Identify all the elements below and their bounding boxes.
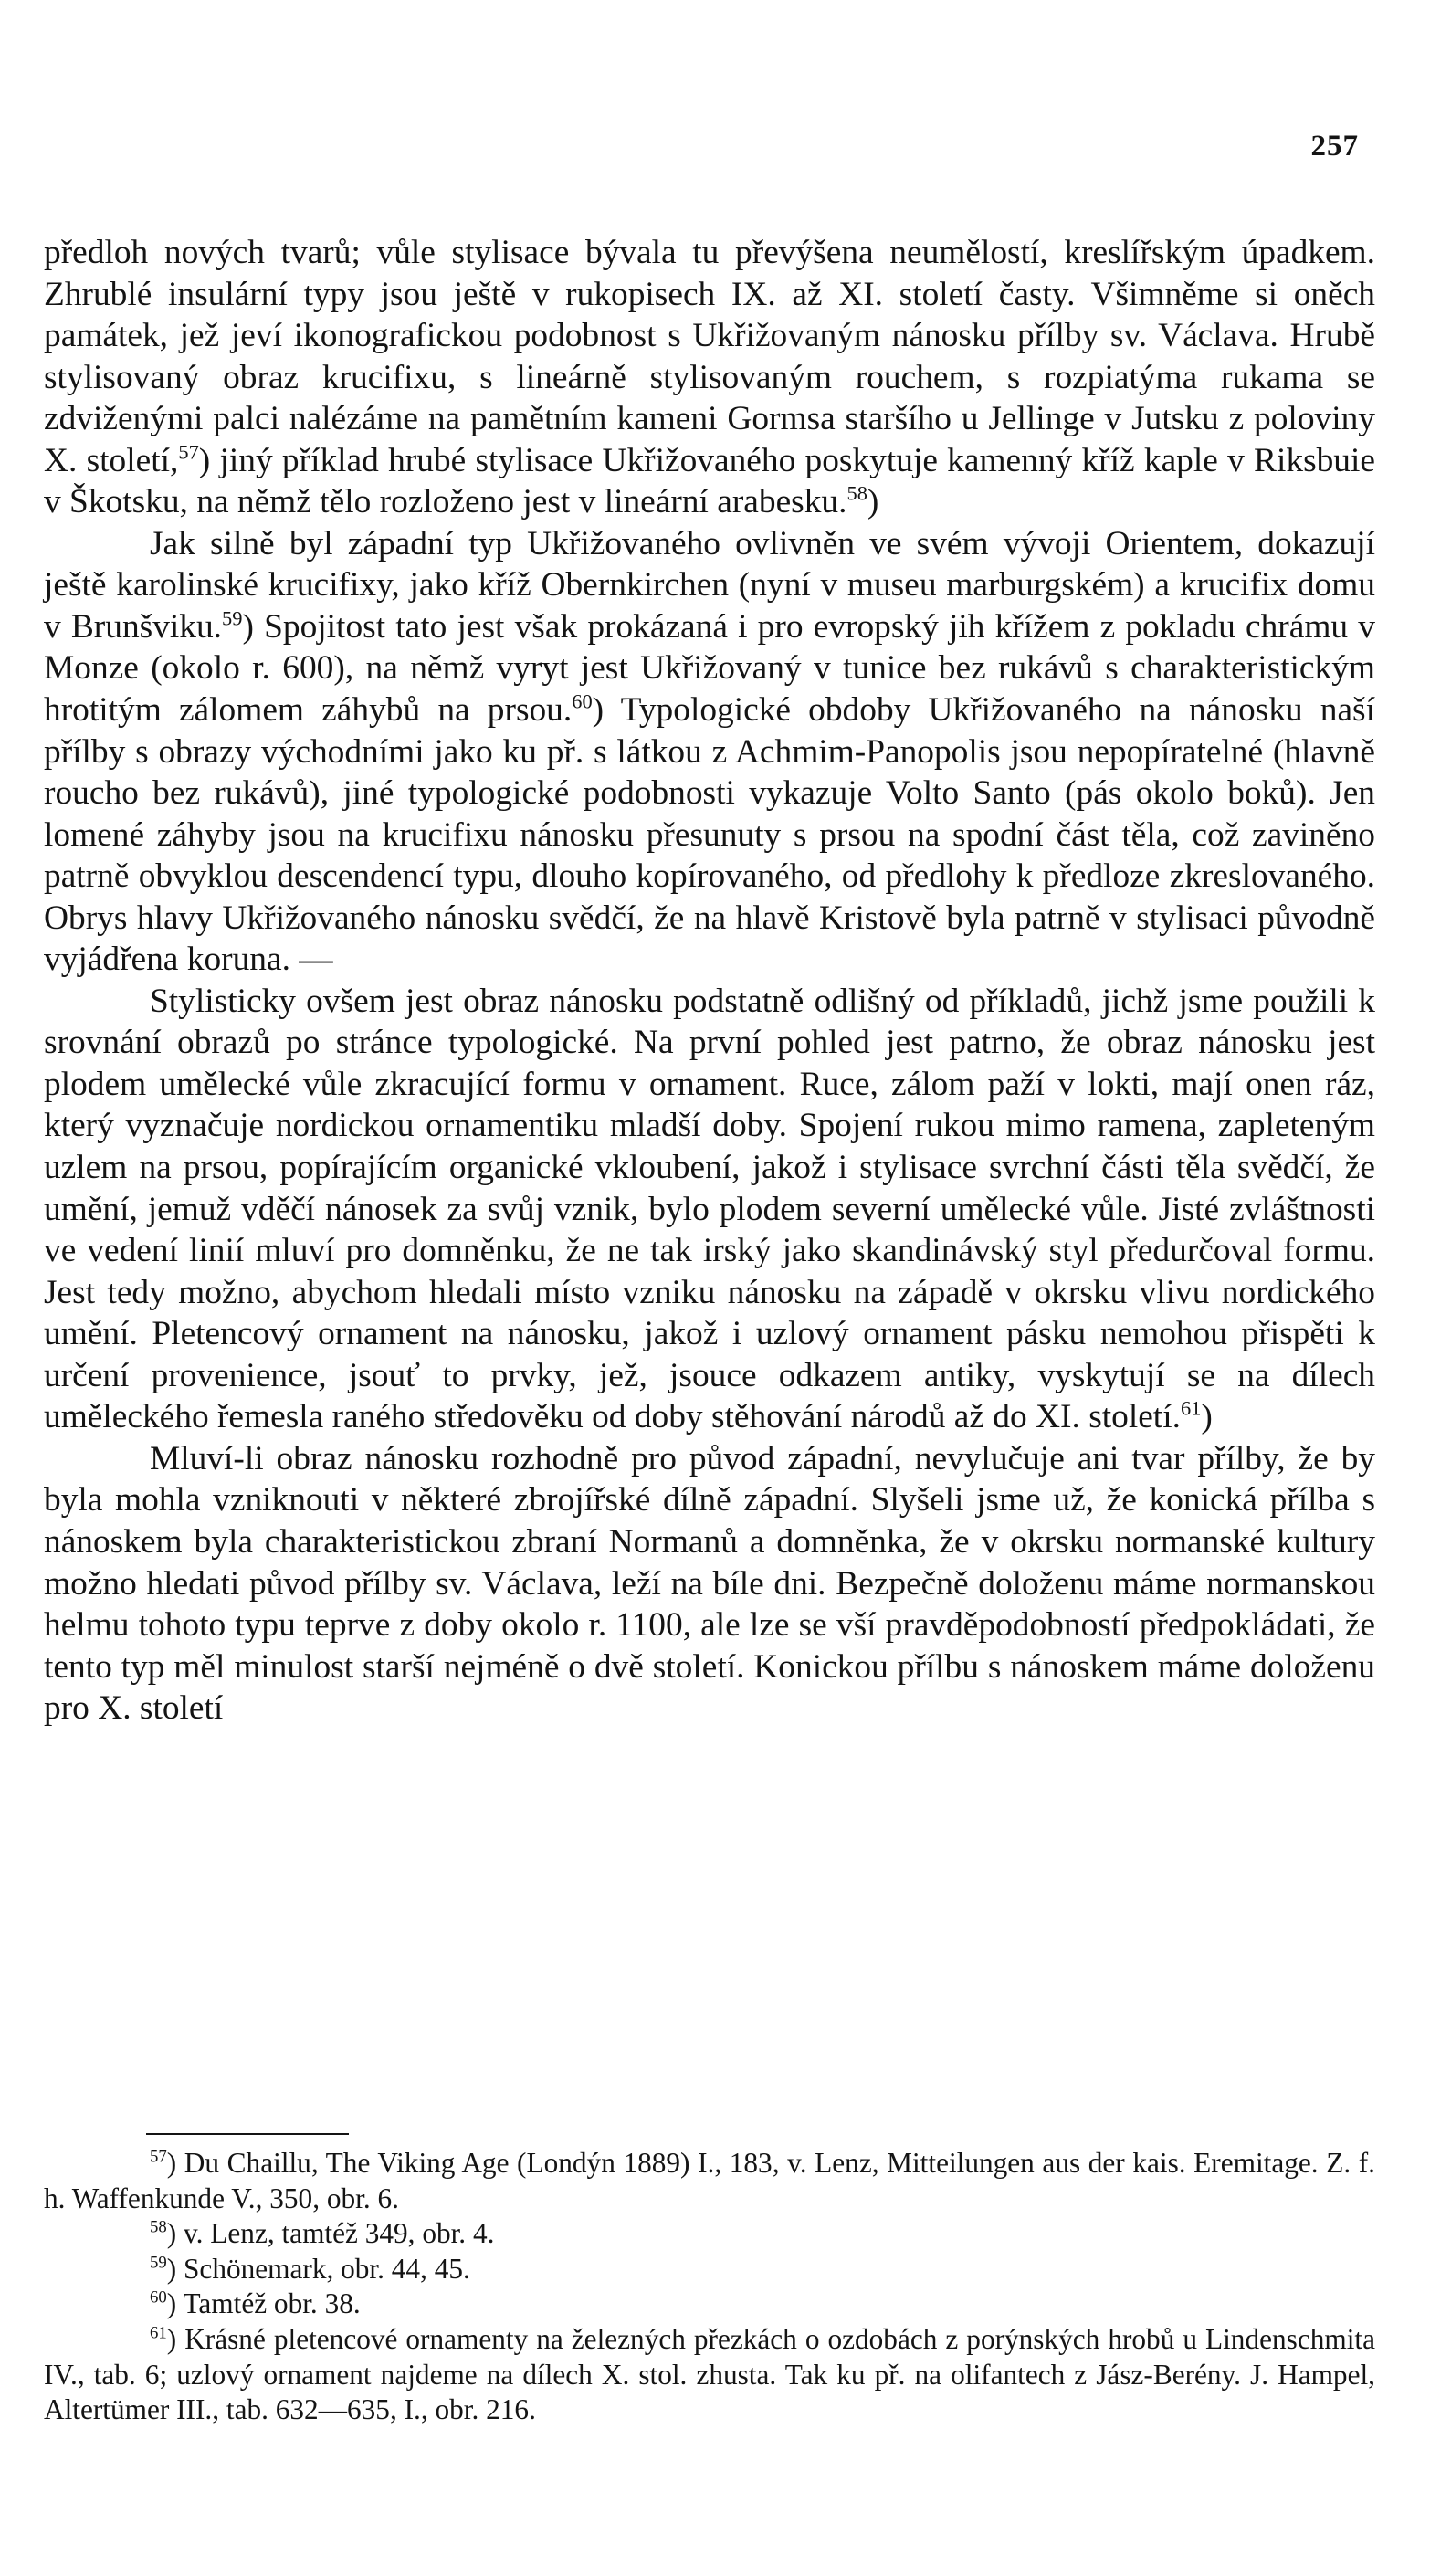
- paragraph-text: ) jiný příklad hrubé stylisace Ukřižovaného poskytuje kamenný kříž kaple v Riksbuie v Škotsku, na němž tělo rozloženo jest v lineární arabesku.: [44, 441, 1375, 521]
- paragraph-text: Stylisticky ovšem jest obraz nánosku podstatně odlišný od příkladů, jichž jsme použili k srovnání obrazů po stránce typologické. Na první pohled jest patrno, že obraz nánosku jest plodem umělecké vůle zkracující formu v ornament. Ruce, zálom paží v lokti, mají onen ráz, který vyznačuje nordickou ornamentiku mladší doby. Spojení rukou mimo ramena, zapleteným uzlem na prsou, popírajícím organické vkloubení, jakož i stylisace svrchní části těla svědčí, že umění, jemuž vděčí nánosek za svůj vznik, bylo plodem severní umělecké vůle. Jisté zvláštnosti ve vedení linií mluví pro domněnku, že ne tak irský jako skandinávský styl předurčoval formu. Jest tedy možno, abychom hledali místo vzniku nánosku na západě v okrsku vlivu nordického umění. Pletencový ornament na nánosku, jakož i uzlový ornament pásku nemohou přispěti k určení provenience, jsouť to prvky, jež, jsouce odkazem antiky, vyskytují se na dílech uměleckého řemesla raného středověku od doby stěhování národů až do XI. století.: [44, 982, 1375, 1436]
- footnote-ref: 60: [572, 689, 593, 713]
- page-number: 257: [1310, 130, 1359, 163]
- footnote-ref: 57: [178, 440, 199, 464]
- footnote-text: Krásné pletencové ornamenty na železných přezkách o ozdobách z porýnských hrobů u Lindenschmita IV., tab. 6; uzlový ornament najdeme na dílech X. stol. zhusta. Tak ku př. na olifantech z Jász-Berény. J. Hampel, Altertümer III., tab. 632—635, I., obr. 216.: [44, 2322, 1375, 2426]
- footnote-text: Du Chaillu, The Viking Age (Londýn 1889) I., 183, v. Lenz, Mitteilungen aus der kais. Eremitage. Z. f. h. Waffenkunde V., 350, obr. 6.: [44, 2147, 1375, 2214]
- footnote-text: Tamtéž obr. 38.: [176, 2287, 361, 2320]
- footnote-paren: ): [166, 2252, 177, 2285]
- main-text: [44, 232, 1375, 1730]
- paragraph: [44, 1438, 1375, 1730]
- paragraph: [44, 981, 1375, 1438]
- footnote-ref: 61: [1180, 1396, 1202, 1420]
- paragraph-text: Jak silně byl západní typ Ukřižovaného ovlivněn ve svém vývoji Orientem, dokazují ještě karolinské krucifixy, jako kříž Obernkirchen (nyní v museu marburgském) a krucifix domu v Brunšviku.: [44, 524, 1375, 646]
- footnote-number: 60: [150, 2288, 167, 2308]
- footnote: [44, 2146, 1375, 2216]
- footnotes: [44, 2146, 1375, 2428]
- footnote-text: v. Lenz, tamtéž 349, obr. 4.: [176, 2217, 495, 2250]
- paragraph-text: ): [1201, 1398, 1213, 1436]
- footnote-ref: 58: [846, 481, 867, 505]
- footnote-number: 59: [150, 2253, 167, 2273]
- footnote-number: 57: [150, 2147, 167, 2167]
- footnote-divider: [146, 2133, 349, 2135]
- paragraph: [44, 523, 1375, 981]
- paragraph-text: Mluví-li obraz nánosku rozhodně pro původ západní, nevylučuje ani tvar přílby, že by byla mohla vzniknouti v některé zbrojířské dílně západní. Slyšeli jsme už, že konická přílba s nánoskem byla charakteristickou zbraní Normanů a domněnka, že v okrsku normanské kultury možno hledati původ přílby sv. Václava, leží na bíle dni. Bezpečně doloženu máme normanskou helmu tohoto typu teprve z doby okolo r. 1100, ale lze se vší pravděpodobností předpokládati, že tento typ měl minulost starší nejméně o dvě století. Konickou přílbu s nánoskem máme doloženu pro X. století: [44, 1439, 1375, 1728]
- footnote-text: Schönemark, obr. 44, 45.: [176, 2252, 470, 2285]
- footnote-paren: ): [166, 2287, 177, 2320]
- paragraph-text: ) Spojitost tato jest však prokázaná i pro evropský jih křížem z pokladu chrámu v Monze (okolo r. 600), na němž vyryt jest Ukřižovaný v tunice bez rukávů s charakteristickým hrotitým zálomem záhybů na prsou.: [44, 607, 1375, 730]
- footnote-paren: ): [166, 2217, 177, 2250]
- paragraph: [44, 232, 1375, 523]
- footnote: [44, 2322, 1375, 2428]
- paragraph-text: ) Typologické obdoby Ukřižovaného na nánosku naší přílby s obrazy východními jako ku př. s látkou z Achmim-Panopolis jsou nepopíratelné (hlavně roucho bez rukávů), jiné typologické podobnosti vykazuje Volto Santo (pás okolo boků). Jen lomené záhyby jsou na krucifixu nánosku přesunuty s prsou na spodní část těla, což zaviněno patrně obvyklou descendencí typu, dlouho kopírovaného, od předlohy k předloze zkreslovaného. Obrys hlavy Ukřižovaného nánosku svědčí, že na hlavě Kristově byla patrně v stylisaci původně vyjádřena koruna. —: [44, 691, 1375, 979]
- footnote-paren: ): [166, 2147, 177, 2179]
- footnote: [44, 2216, 1375, 2252]
- paragraph-text: předloh nových tvarů; vůle stylisace bývala tu převýšena neumělostí, kreslířským úpadkem. Zhrublé insulární typy jsou ještě v rukopisech IX. až XI. století časty. Všimněme si oněch památek, jež jeví ikonografickou podobnost s Ukřižovaným nánosku přílby sv. Václava. Hrubě stylisovaný obraz krucifixu, s lineárně stylisovaným rouchem, s rozpiatýma rukama se zdviženými palci nalézáme na pamětním kameni Gormsa staršího u Jellinge v Jutsku z poloviny X. století,: [44, 234, 1375, 479]
- footnote: [44, 2287, 1375, 2322]
- footnote-number: 58: [150, 2217, 167, 2237]
- footnote: [44, 2252, 1375, 2287]
- footnote-paren: ): [166, 2322, 177, 2355]
- footnote-number: 61: [150, 2323, 167, 2343]
- footnote-ref: 59: [222, 606, 243, 630]
- paragraph-text: ): [867, 483, 879, 521]
